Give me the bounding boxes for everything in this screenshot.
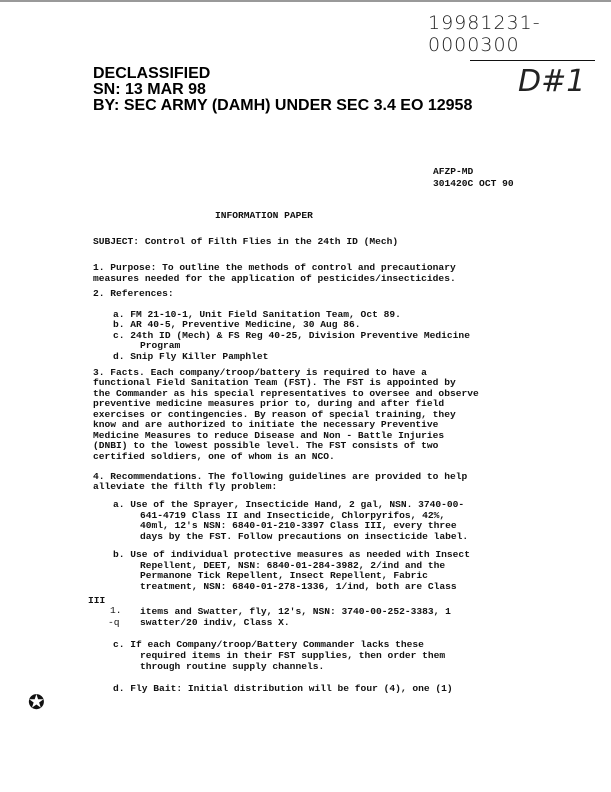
text-line: know and are authorized to initiate the necessary Preventive — [93, 419, 439, 430]
declassified-authority: BY: SEC ARMY (DAMH) UNDER SEC 3.4 EO 12958 — [93, 97, 473, 114]
text-line: 3. Facts. Each company/troop/battery is required to have a — [93, 367, 427, 378]
text-line: through routine supply channels. — [140, 661, 325, 672]
text-line: b. Use of individual protective measures as needed with Insect — [113, 549, 470, 560]
text-line: items and Swatter, fly, 12's, NSN: 3740-00-252-3383, 1 — [140, 606, 451, 617]
star-symbol-icon: ✪ — [28, 690, 45, 714]
text-line: treatment, NSN: 6840-01-278-1336, 1/ind, both are Class — [140, 581, 457, 592]
text-line: b. AR 40-5, Preventive Medicine, 30 Aug 86. — [113, 319, 361, 330]
text-line: 1. Purpose: To outline the methods of control and precautionary — [93, 262, 456, 273]
accession-number: 19981231-0000300 — [428, 12, 541, 56]
text-line: required items in their FST supplies, then order them — [140, 650, 446, 661]
text-line: preventive medicine measures prior to, during and after field — [93, 398, 445, 409]
declassified-stamp: DECLASSIFIED — [93, 65, 211, 82]
text-line: 641-4719 Class II and Insecticide, Chlorpyrifos, 42%, — [140, 510, 446, 521]
declassified-date: SN: 13 MAR 98 — [93, 81, 206, 98]
text-line: Program — [140, 340, 181, 351]
text-line: measures needed for the application of pesticides/insecticides. — [93, 273, 456, 284]
subject-line: SUBJECT: Control of Filth Flies in the 24th ID (Mech) — [93, 236, 399, 247]
text-line: swatter/20 indiv, Class X. — [140, 617, 290, 628]
scan-edge — [0, 0, 611, 2]
text-line: days by the FST. Follow precautions on insecticide label. — [140, 531, 469, 542]
text-line: Permanone Tick Repellent, Insect Repellent, Fabric — [140, 570, 428, 581]
text-line: c. 24th ID (Mech) & FS Reg 40-25, Division Preventive Medicine — [113, 330, 470, 341]
text-line: certified soldiers, one of whom is an NCO. — [93, 451, 335, 462]
text-line: the Commander as his special representatives to oversee and observe — [93, 388, 479, 399]
text-line: d. Fly Bait: Initial distribution will be four (4), one (1) — [113, 683, 453, 694]
office-symbol: AFZP-MD — [433, 166, 474, 177]
text-line: a. FM 21-10-1, Unit Field Sanitation Team, Oct 89. — [113, 309, 401, 320]
text-line: 2. References: — [93, 288, 174, 299]
document-date: 301420C OCT 90 — [433, 178, 514, 189]
margin-class-note: III — [88, 595, 106, 606]
text-line: d. Snip Fly Killer Pamphlet — [113, 351, 269, 362]
text-line: 4. Recommendations. The following guidelines are provided to help — [93, 471, 468, 482]
text-line: (DNBI) to the lowest possible level. The FST consists of two — [93, 440, 439, 451]
text-line: functional Field Sanitation Team (FST). The FST is appointed by — [93, 377, 456, 388]
text-line: Repellent, DEET, NSN: 6840-01-284-3982, 2/ind and the — [140, 560, 446, 571]
margin-number-note: 1. — [110, 605, 122, 616]
handwritten-underline — [470, 60, 595, 61]
text-line: c. If each Company/troop/Battery Commander lacks these — [113, 639, 424, 650]
text-line: 40ml, 12's NSN: 6840-01-210-3397 Class III, every three — [140, 520, 457, 531]
margin-mark-note: -q — [108, 617, 120, 628]
text-line: Medicine Measures to reduce Disease and Non - Battle Injuries — [93, 430, 445, 441]
text-line: exercises or contingencies. By reason of special training, they — [93, 409, 456, 420]
page-title: INFORMATION PAPER — [215, 210, 313, 221]
document-mark: D#1 — [518, 64, 586, 99]
text-line: a. Use of the Sprayer, Insecticide Hand, 2 gal, NSN. 3740-00- — [113, 499, 465, 510]
text-line: alleviate the filth fly problem: — [93, 481, 278, 492]
